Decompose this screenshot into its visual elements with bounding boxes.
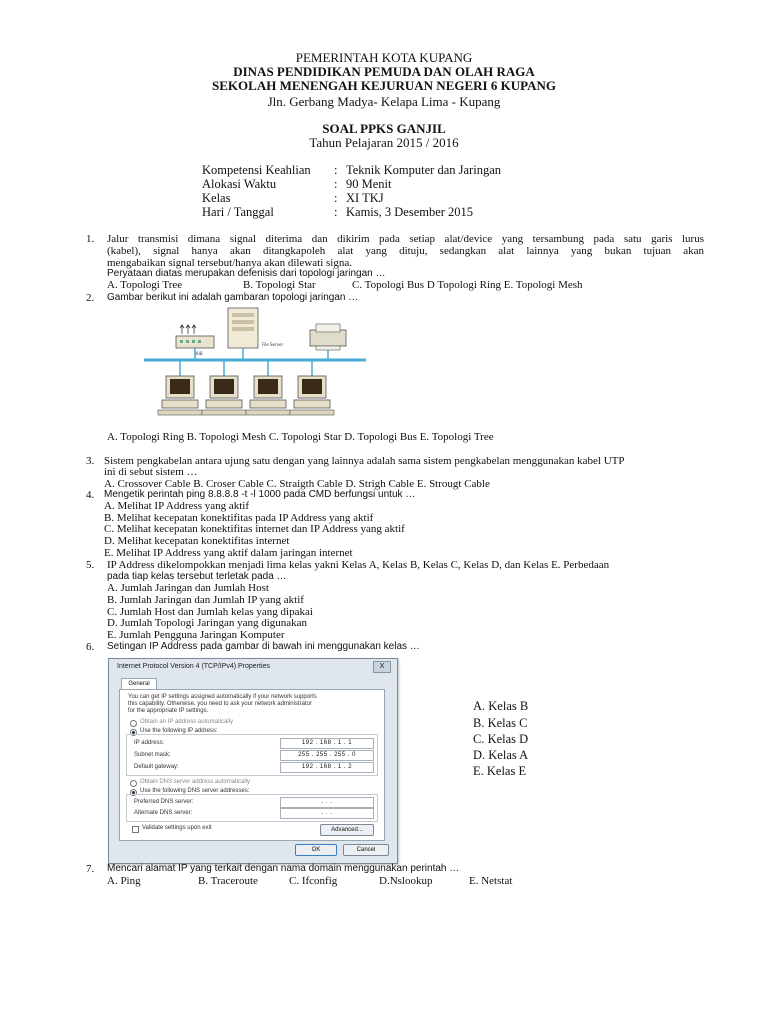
info-sep: : — [334, 177, 338, 191]
cancel-button[interactable]: Cancel — [343, 844, 389, 856]
header-line-1: PEMERINTAH KOTA KUPANG — [295, 50, 473, 65]
info-sep: : — [334, 191, 338, 205]
answer-option: C. Jumlah Host dan Jumlah kelas yang dipakai — [107, 606, 313, 618]
radio-obtain-dns-label: Obtain DNS server address automatically — [140, 779, 251, 785]
bus-topology-diagram — [140, 304, 370, 420]
info-label: Kelas — [202, 191, 231, 205]
question-text: Mengetik perintah ping 8.8.8.8 -t -l 1000 pada CMD berfungsi untuk … — [104, 489, 416, 500]
question-text: Gambar berikut ini adalah gambaran topologi jaringan … — [107, 292, 359, 303]
answer-option: C. Topologi Bus D Topologi Ring E. Topologi Mesh — [352, 279, 583, 291]
answer-option: A. Ping — [107, 875, 141, 887]
answer-option: C. Melihat kecepatan konektifitas internet dan IP Address yang aktif — [104, 523, 405, 535]
dialog-description: You can get IP settings assigned automatically if your network supports — [128, 694, 317, 700]
ipv4-properties-dialog — [108, 658, 398, 864]
answer-option: B. Kelas C — [473, 716, 528, 730]
subnet-mask-label: Subnet mask: — [134, 752, 171, 758]
ip-address-label: IP address: — [134, 740, 165, 746]
exam-year: Tahun Pelajaran 2015 / 2016 — [309, 135, 459, 150]
question-text: Mencari alamat IP yang terkait dengan nama domain menggunakan perintah … — [107, 863, 460, 874]
ip-address-field[interactable]: 192 . 168 . 1 . 1 — [280, 738, 374, 749]
answer-option: E. Kelas E — [473, 764, 527, 778]
question-number: 5. — [86, 559, 95, 571]
info-sep: : — [334, 205, 338, 219]
info-label: Kompetensi Keahlian — [202, 163, 311, 177]
tab-general[interactable]: General — [121, 678, 157, 690]
question-text: Jalur transmisi dimana signal diterima dan dikirim pada setiap alat/device yang tersambung pada satu garis lurus — [107, 233, 704, 245]
answer-option: E. Melihat IP Address yang aktif dalam jaringan internet — [104, 547, 353, 559]
computer-icon — [290, 376, 334, 415]
question-number: 1. — [86, 233, 95, 245]
question-text: Peryataan diatas merupakan defenisis dari topologi jaringan … — [107, 268, 386, 279]
computer-icon — [158, 376, 202, 415]
default-gateway-field[interactable]: 192 . 168 . 1 . 2 — [280, 762, 374, 773]
radio-obtain-ip[interactable] — [130, 720, 137, 727]
ok-button[interactable]: OK — [295, 844, 337, 856]
validate-checkbox[interactable] — [132, 826, 139, 833]
answer-option: A. Melihat IP Address yang aktif — [104, 500, 250, 512]
dialog-description: for the appropriate IP settings. — [128, 708, 209, 714]
alternate-dns-label: Alternate DNS server: — [134, 810, 193, 816]
question-text: Setingan IP Address pada gambar di bawah ini menggunakan kelas … — [107, 641, 420, 652]
question-number: 2. — [86, 292, 95, 304]
info-value: XI TKJ — [346, 191, 384, 205]
question-text: pada tiap kelas tersebut terletak pada … — [107, 571, 287, 582]
question-text: ini di sebut sistem … — [104, 466, 198, 478]
default-gateway-label: Default gateway: — [134, 764, 179, 770]
question-number: 3. — [86, 455, 95, 467]
question-text: (kabel), signal hanya akan ditangkapoleh alat yang dituju, sedangkan alat lainnya yang bukan tujuan akan — [107, 245, 704, 257]
answer-option: B. Topologi Star — [243, 279, 316, 291]
printer-icon — [310, 324, 346, 350]
question-number: 4. — [86, 489, 95, 501]
question-text: mengabaikan signal tersebut/hanya akan dilewati signa. — [107, 257, 352, 269]
answer-option: E. Netstat — [469, 875, 513, 887]
answer-option: D. Jumlah Topologi Jaringan yang digunakan — [107, 617, 308, 629]
answer-option: A. Kelas B — [473, 699, 529, 713]
radio-obtain-ip-label: Obtain an IP address automatically — [140, 719, 233, 725]
file-server-label: File Server — [262, 342, 284, 347]
answer-option: B. Melihat kecepatan konektifitas pada IP Address yang aktif — [104, 512, 374, 524]
answer-option: D. Melihat kecepatan konektifitas internet — [104, 535, 290, 547]
answer-options: A. Topologi Ring B. Topologi Mesh C. Topologi Star D. Topologi Bus E. Topologi Tree — [107, 431, 494, 443]
dialog-title: Internet Protocol Version 4 (TCP/IPv4) Properties — [117, 663, 270, 670]
dialog-description: this capability. Otherwise, you need to ask your network administrator — [128, 701, 312, 707]
answer-options: A. Crossover Cable B. Croser Cable C. Straigth Cable D. Strigh Cable E. Strougt Cable — [104, 478, 490, 490]
header-line-3: SEKOLAH MENENGAH KEJURUAN NEGERI 6 KUPANG — [212, 78, 556, 93]
question-number: 6. — [86, 641, 95, 653]
alternate-dns-field[interactable]: . . . — [280, 808, 374, 819]
info-label: Alokasi Waktu — [202, 177, 277, 191]
dialog-panel — [119, 689, 385, 841]
answer-option: A. Jumlah Jaringan dan Jumlah Host — [107, 582, 269, 594]
exam-title: SOAL PPKS GANJIL — [322, 121, 446, 136]
question-text: Sistem pengkabelan antara ujung satu dengan yang lainnya adalah sama sistem pengkabelan menggunakan kabel UTP — [104, 455, 625, 467]
header-line-2: DINAS PENDIDIKAN PEMUDA DAN OLAH RAGA — [233, 64, 535, 79]
answer-option: C. Kelas D — [473, 732, 529, 746]
advanced-button[interactable]: Advanced... — [320, 824, 374, 836]
computer-icon — [202, 376, 246, 415]
answer-option: B. Traceroute — [198, 875, 258, 887]
question-number: 7. — [86, 863, 95, 875]
answer-option: E. Jumlah Pengguna Jaringan Komputer — [107, 629, 285, 641]
info-value: Kamis, 3 Desember 2015 — [346, 205, 474, 219]
question-text: IP Address dikelompokkan menjadi lima kelas yakni Kelas A, Kelas B, Kelas C, Kelas D, dan Kelas E. Perbedaan — [107, 559, 610, 571]
hub-label: HUB — [194, 351, 203, 356]
radio-use-ip-label: Use the following IP address: — [140, 728, 218, 734]
subnet-mask-field[interactable]: 255 . 255 . 255 . 0 — [280, 750, 374, 761]
info-value: 90 Menit — [346, 177, 392, 191]
answer-option: D. Kelas A — [473, 748, 529, 762]
preferred-dns-field[interactable]: . . . — [280, 797, 374, 808]
radio-use-dns-label: Use the following DNS server addresses: — [140, 788, 250, 794]
close-button[interactable]: X — [373, 661, 391, 673]
preferred-dns-label: Preferred DNS server: — [134, 799, 194, 805]
info-sep: : — [334, 163, 338, 177]
file-server-icon — [228, 308, 283, 348]
answer-option: B. Jumlah Jaringan dan Jumlah IP yang aktif — [107, 594, 304, 606]
info-label: Hari / Tanggal — [202, 205, 274, 219]
radio-obtain-dns[interactable] — [130, 780, 137, 787]
validate-checkbox-label: Validate settings upon exit — [142, 825, 212, 831]
header-address: Jln. Gerbang Madya- Kelapa Lima - Kupang — [267, 94, 501, 109]
answer-option: C. Ifconfig — [289, 875, 338, 887]
answer-option: D.Nslookup — [379, 875, 433, 887]
info-value: Teknik Komputer dan Jaringan — [346, 163, 501, 177]
answer-option: A. Topologi Tree — [107, 279, 183, 291]
computer-icon — [246, 376, 290, 415]
